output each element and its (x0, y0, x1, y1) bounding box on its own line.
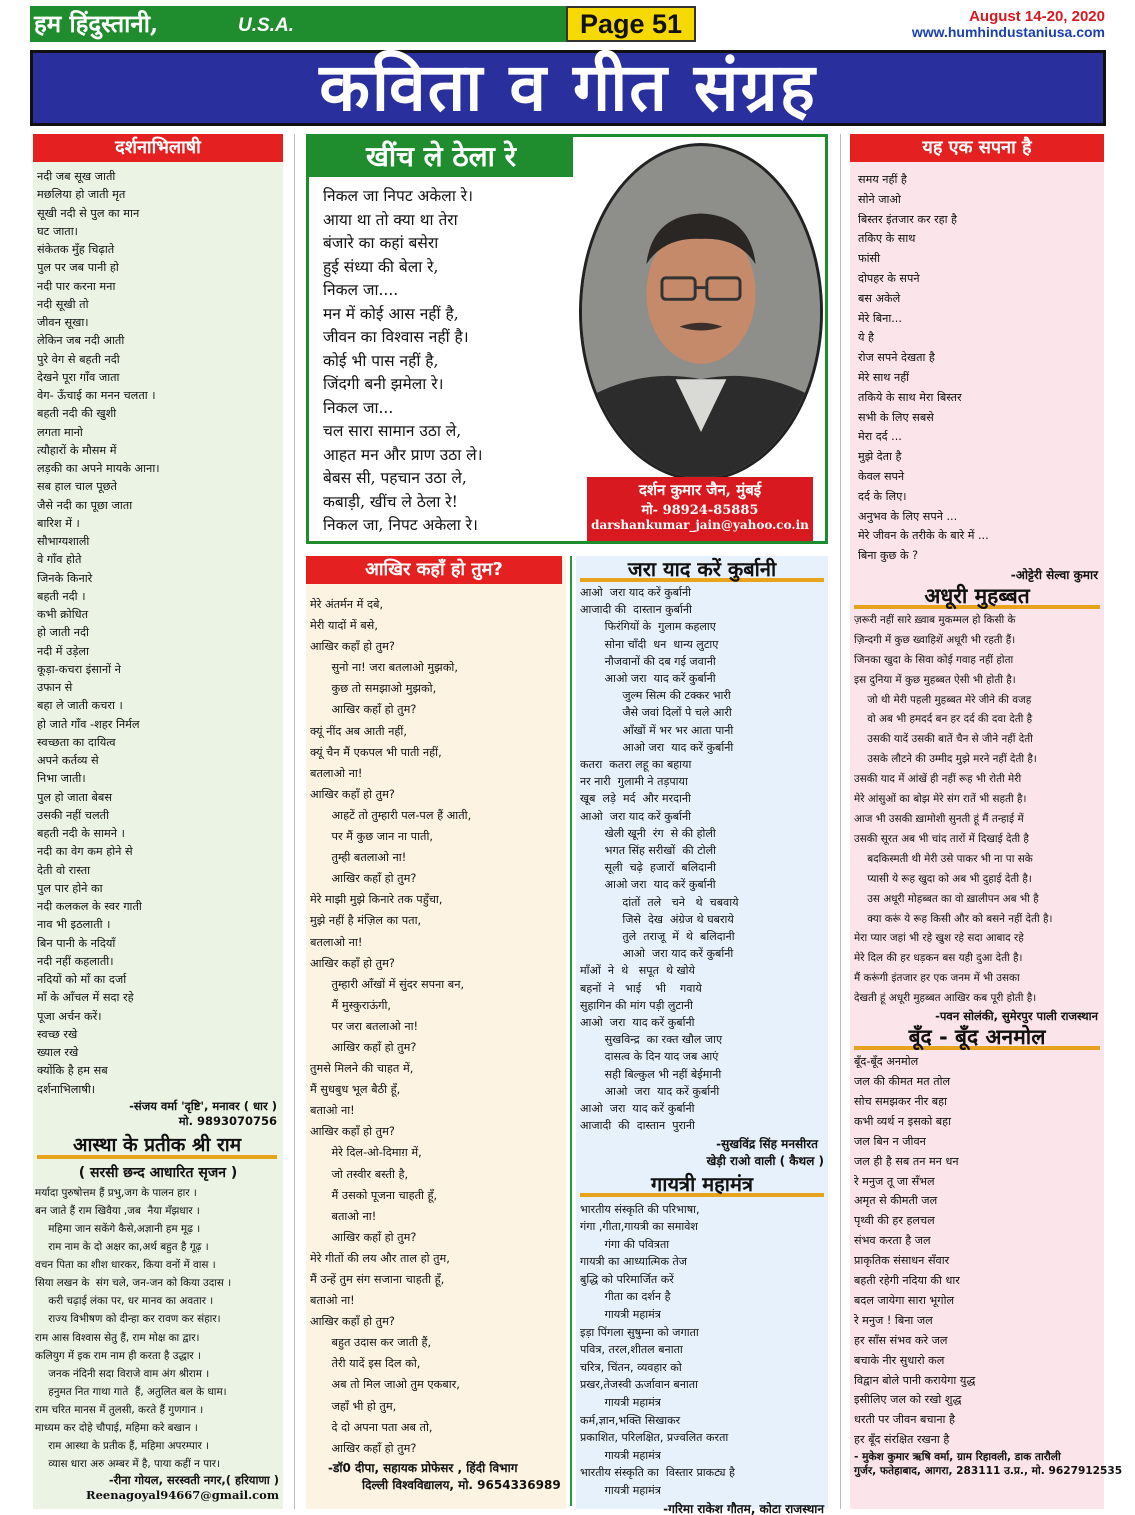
poem-title-gayatri: गायत्री महामंत्र (580, 1171, 824, 1197)
poem-credit: -रीना गोयल, सरस्वती नगर,( हरियाणा ) (108, 1473, 279, 1488)
issue-date: August 14-20, 2020 (969, 8, 1105, 25)
feature-poem-text: निकल जा निपट अकेला रे। आया था तो क्या था तेरा बंजारे का कहां बसेरा हुई संध्या की बेला रे, निकल जा.... मन में कोई आस नहीं है, जीवन का विश्वास नहीं है। कोई भी पास नहीं है, जिंदगी बनी झमेला रे। निकल जा... चल सारा सामान उठा ले, आहत मन और प्राण उठा ले। बेबस सी, पहचान उठा ले, कबाड़ी, खींच ले ठेला रे! निकल जा, निपट अकेला रे। (323, 187, 483, 534)
feature-poem-box (306, 134, 828, 544)
poem-credit-place: खेड़ी राओ वाली ( कैथल ) (706, 1153, 824, 1168)
poem-credit: -ओट्टेरी सेल्वा कुमार (1010, 567, 1098, 582)
poem-title-sapna: यह एक सपना है (850, 134, 1104, 162)
poem-title-adhuri: अधूरी मुहब्बत (854, 583, 1100, 609)
column-middle-left (306, 556, 566, 1509)
poem-title-darshanabhilashi: दर्शनाभिलाषी (33, 134, 283, 162)
poem-title-kurbani: जरा याद करें कुर्बानी (580, 556, 824, 582)
author-portrait-image (582, 146, 820, 478)
column-divider-green (570, 556, 572, 1506)
poem-shri-ram: मर्यादा पुरुषोत्तम हैं प्रभु,जग के पालन हार । बन जाते हैं राम खिवैया ,जब नैया मँझधार । महिमा जान सकेंगे कैसे,अज्ञानी हम मूढ़ । राम नाम के दो अक्षर का,अर्थ बहुत है गूढ़ । वचन पिता का शीश धारकर, किया वनों में वास । सिया लखन के संग चले, जन-जन को किया उदास । करी चढ़ाई लंका पर, धर मानव का अवतार । राज्य विभीषण को दीन्हा कर रावण कर संहार। राम आस विश्वास सेतु हैं, राम मोक्ष का द्वार। कलियुग में इक राम नाम ही करता है उद्धार । जनक नंदिनी सदा विराजे वाम अंग श्रीराम । हनुमत नित गाथा गाते हैं, अतुलित बल के धाम। राम चरित मानस में तुलसी, करते हैं गुणगान । माध्यम कर दोहे चौपाई, महिमा करे बखान । राम आस्था के प्रतीक हैं, महिमा अपरम्पार । व्यास धारा अरु अम्बर में है, पाया कहीं न पार। (35, 1186, 232, 1471)
poem-credit: -डॉ0 दीपा, सहायक प्रोफेसर , हिंदी विभाग (328, 1460, 518, 1475)
poem-credit: -सुखविंद्र सिंह मनसीरत (716, 1136, 818, 1151)
column-middle-right (576, 556, 828, 1515)
poem-credit-affiliation: दिल्ली विश्वविद्यालय, मो. 9654336989 (362, 1477, 561, 1492)
author-info (587, 477, 813, 541)
poem-credit: -गरिमा राकेश गौतम, कोटा राजस्थान (663, 1501, 824, 1515)
poem-sapna: समय नहीं है सोने जाओ बिस्तर इंतजार कर रहा है तकिए के साथ फांसी दोपहर के सपने बस अकेले मेरे बिना... ये है रोज सपने देखता है मेरे साथ नहीं तकिये के साथ मेरा बिस्तर सभी के लिए सबसे मेरा दर्द ... मुझे देता है केवल सपने दर्द के लिए। अनुभव के लिए सपने ... मेरे जीवन के तरीके के बारे में ... बिना कुछ के ? (858, 173, 989, 563)
poem-credit-email[interactable]: Reenagoyal94667@gmail.com (86, 1488, 279, 1503)
newspaper-name: हम हिंदुस्तानी, (34, 9, 159, 38)
column-divider (840, 134, 841, 1509)
poem-title-shri-ram: आस्था के प्रतीक श्री राम (37, 1133, 277, 1159)
poem-credit: - मुकेश कुमार ऋषि वर्मा, ग्राम रिहावली, डाक तारौली (854, 1451, 1061, 1464)
website-link[interactable]: www.humhindustaniusa.com (911, 24, 1105, 40)
poem-title-aakhir: आखिर कहाँ हो तुम? (306, 556, 562, 584)
poem-aakhir: मेरे अंतर्मन में दबे, मेरी यादों में बसे, आखिर कहाँ हो तुम? सुनो ना! जरा बतलाओ मुझको, कुछ तो समझाओ मुझको, आखिर कहाँ हो तुम? क्यूं नींद अब आती नहीं, क्यूं चैन मैं एकपल भी पाती नहीं, बतलाओ ना! आखिर कहाँ हो तुम? आहटें तो तुम्हारी पल-पल हैं आती, पर मैं कुछ जान ना पाती, तुम्ही बतलाओ ना! आखिर कहाँ हो तुम? मेरे माझी मुझे किनारे तक पहुँचा, मुझे नहीं है मंज़िल का पता, बतलाओ ना! आखिर कहाँ हो तुम? तुम्हारी आँखों में सुंदर सपना बन, मैं मुस्कुराऊंगी, पर जरा बतलाओ ना! आखिर कहाँ हो तुम? तुमसे मिलने की चाहत में, मैं सुधबुध भूल बैठी हूँ, बताओ ना! आखिर कहाँ हो तुम? मेरे दिल-ओ-दिमाग़ में, जो तस्वीर बस्ती है, मैं उसको पूजना चाहती हूँ, बताओ ना! आखिर कहाँ हो तुम? मेरे गीतों की लय और ताल हो तुम, मैं उन्हें तुम संग सजाना चाहती हूँ, बताओ ना! आखिर कहाँ हो तुम? बहुत उदास कर जाती हैं, तेरी यादें इस दिल को, अब तो मिल जाओ तुम एकबार, जहाँ भी हो तुम, दे दो अपना पता अब तो, आखिर कहाँ हो तुम? (310, 598, 472, 1455)
poem-credit-address: गुर्जर, फतेहाबाद, आगरा, 283111 उ.प्र., मो. 9627912535 (854, 1465, 1123, 1478)
poem-boond: बूँद-बूँद अनमोल जल की कीमत मत तोल सोच समझकर नीर बहा कभी व्यर्थ न इसको बहा जल बिन न जीवन जल ही है सब तन मन धन रे मनुज तू जा सँभल अमृत से कीमती जल पृथ्वी की हर हलचल संभव करता है जल प्राकृतिक संसाधन सँवार बहती रहेगी नदिया की धार बदल जायेगा सारा भूगोल रे मनुज ! बिना जल हर साँस संभव करे जल बचाके नीर सुधारो कल विद्वान बोले पानी करायेगा युद्ध इसीलिए जल को रखो शुद्ध धरती पर जीवन बचाना है हर बूँद संरक्षित रखना है (854, 1055, 976, 1447)
column-left (33, 134, 283, 1509)
author-name: दर्शन कुमार जैन, मुंबई (638, 481, 762, 499)
poem-credit-mobile: मो. 9893070756 (178, 1113, 277, 1128)
column-right (850, 134, 1123, 1509)
poem-adhuri: ज़रूरी नहीं सारे ख़्वाब मुकम्मल हो किसी के ज़िन्दगी में कुछ ख्वाहिशें अधूरी भी रहती हैं। जिनका खुदा के सिवा कोई गवाह नहीं होता इस दुनिया में कुछ मुहब्बत ऐसी भी होती है। जो थी मेरी पहली मुहब्बत मेरे जीने की वजह वो अब भी हमदर्द बन हर दर्द की दवा देती है उसकी यादें उसकी बातें चैन से जीने नहीं देती उसके लौटने की उम्मीद मुझे मरने नहीं देती है। उसकी याद में आंखें ही नहीं रूह भी रोती मेरी मेरे आंसुओं का बोझ मेरे संग रातें भी सहती है। आज भी उसकी ख़ामोशी सुनती हूं मैं तन्हाई में उसकी सूरत अब भी चांद तारों में दिखाई देती है बदकिस्मती थी मेरी उसे पाकर भी ना पा सके प्यासी ये रूह खुदा को अब भी दुहाई देती है। उस अधूरी मोहब्बत का वो ख़ालीपन अब भी है क्या करूं ये रूह किसी और को बसने नहीं देती है। मेरा प्यार जहां भी रहे खुश रहे सदा आबाद रहे मेरे दिल की हर धड़कन बस यही दुआ देती है। मैं करूंगी इंतजार हर एक जनम में भी उसका देखती हूं अधूरी मुहब्बत आखिर कब पूरी होती है। (854, 613, 1053, 1005)
poem-credit: -संजय वर्मा 'दृष्टि', मनावर ( धार ) (129, 1098, 277, 1113)
poem-title-boond: बूँद - बूँद अनमोल (854, 1024, 1100, 1050)
page-number: Page 51 (566, 6, 696, 42)
author-photo (579, 143, 823, 481)
poem-gayatri: भारतीय संस्कृति की परिभाषा, गंगा ,गीता,गायत्री का समावेश गंगा की पवित्रता गायत्री का आध्यात्मिक तेज बुद्धि को परिमार्जित करें गीता का दर्शन है गायत्री महामंत्र इड़ा पिंगला सुषुम्ना को जगाता पवित्र, तरल,शीतल बनाता चरित्र, चिंतन, व्यवहार को प्रखर,तेजस्वी ऊर्जावान बनाता गायत्री महामंत्र कर्म,ज्ञान,भक्ति सिखाकर प्रकाशित, परिलक्षित, प्रज्वलित करता गायत्री महामंत्र भारतीय संस्कृति का विस्तार प्राकट्य है गायत्री महामंत्र (580, 1202, 735, 1497)
section-title: कविता व गीत संग्रह (319, 49, 817, 126)
poem-kurbani: आओ जरा याद करें कुर्बानी आजादी की दास्तान कुर्बानी फिरंगियों के गुलाम कहलाए सोना चाँदी धन धान्य लुटाए नौजवानों की दब गई जवानी आओ जरा याद करें कुर्बानी जुल्म सित्म की टक्कर भारी जैसे जवां दिलों पे चले आरी आँखों में भर भर आता पानी आओ जरा याद करें कुर्बानी कतरा कतरा लहू का बहाया नर नारी गुलामी ने तड़पाया खूब लड़े मर्द और मरदानी आओ जरा याद करें कुर्बानी खेली खूनी रंग से की होली भगत सिंह सरीखों की टोली सूली चढ़े हजारों बलिदानी आओ जरा याद करें कुर्बानी दांतों तले चने थे चबवाये जिसे देख अंग्रेज थे घबराये तुले तराजू में थे बलिदानी आओ जरा याद करें कुर्बानी माँओं ने थे सपूत थे खोये बहनों ने भाई भी गवाये सुहागिन की मांग पड़ी लुटानी आओ जरा याद करें कुर्बानी सुखविन्द्र का रक्त खौल जाए दासत्व के दिन याद जब आएं सही बिल्कुल भी नहीं बेईमानी आओ जरा याद करें कुर्बानी आओ जरा याद करें कुर्बानी आजादी की दास्तान पुरानी (580, 586, 739, 1133)
author-email[interactable]: darshankumar_jain@yahoo.co.in (591, 518, 809, 532)
author-mobile: मो- 98924-85885 (641, 503, 759, 518)
column-divider (294, 134, 295, 1509)
poem-subtitle: ( सरसी छन्द आधारित सृजन ) (78, 1164, 238, 1181)
poem-credit: -पवन सोलंकी, सुमेरपुर पाली राजस्थान (935, 1009, 1098, 1024)
masthead-bar (30, 6, 570, 42)
newspaper-region: U.S.A. (238, 15, 294, 36)
poem-darshanabhilashi: नदी जब सूख जाती मछलिया हो जाती मृत सूखी नदी से पुल का मान घट जाता। संकेतक मुँह चिढ़ाते पुल पर जब पानी हो नदी पार करना मना नदी सूखी तो जीवन सूखा। लेकिन जब नदी आती पुरे वेग से बहती नदी देखने पूरा गाँव जाता वेग- ऊँचाई का मनन चलता । बहती नदी की खुशी लगता मानो त्यौहारों के मौसम में लड़की का अपने मायके आना। सब हाल चाल पूछते जैसे नदी का पूछा जाता बारिश में । सौभाग्यशाली वे गाँव होते जिनके किनारे बहती नदी । कभी क्रोधित हो जाती नदी नदी में उड़ेला कूड़ा-कचरा इंसानों ने उफान से बहा ले जाती कचरा । हो जाते गाँव -शहर निर्मल स्वच्छता का दायित्व अपने कर्तव्य से निभा जाती। पुल हो जाता बेबस उसकी नहीं चलती बहती नदी के सामने । नदी का वेग कम होने से देती वो रास्ता पुल पार होने का नदी कलकल के स्वर गाती नाव भी इठलाती । बिन पानी के नदियाँ नदी नहीं कहलाती। नदियों को माँ का दर्जा माँ के आँचल में सदा रहे पूजा अर्चन करें। स्वच्छ रखे ख्याल रखे क्योंकि है हम सब दर्शनाभिलाषी। (37, 170, 160, 1096)
section-banner (30, 50, 1106, 126)
feature-poem-title: खींच ले ठेला रे (309, 137, 573, 177)
